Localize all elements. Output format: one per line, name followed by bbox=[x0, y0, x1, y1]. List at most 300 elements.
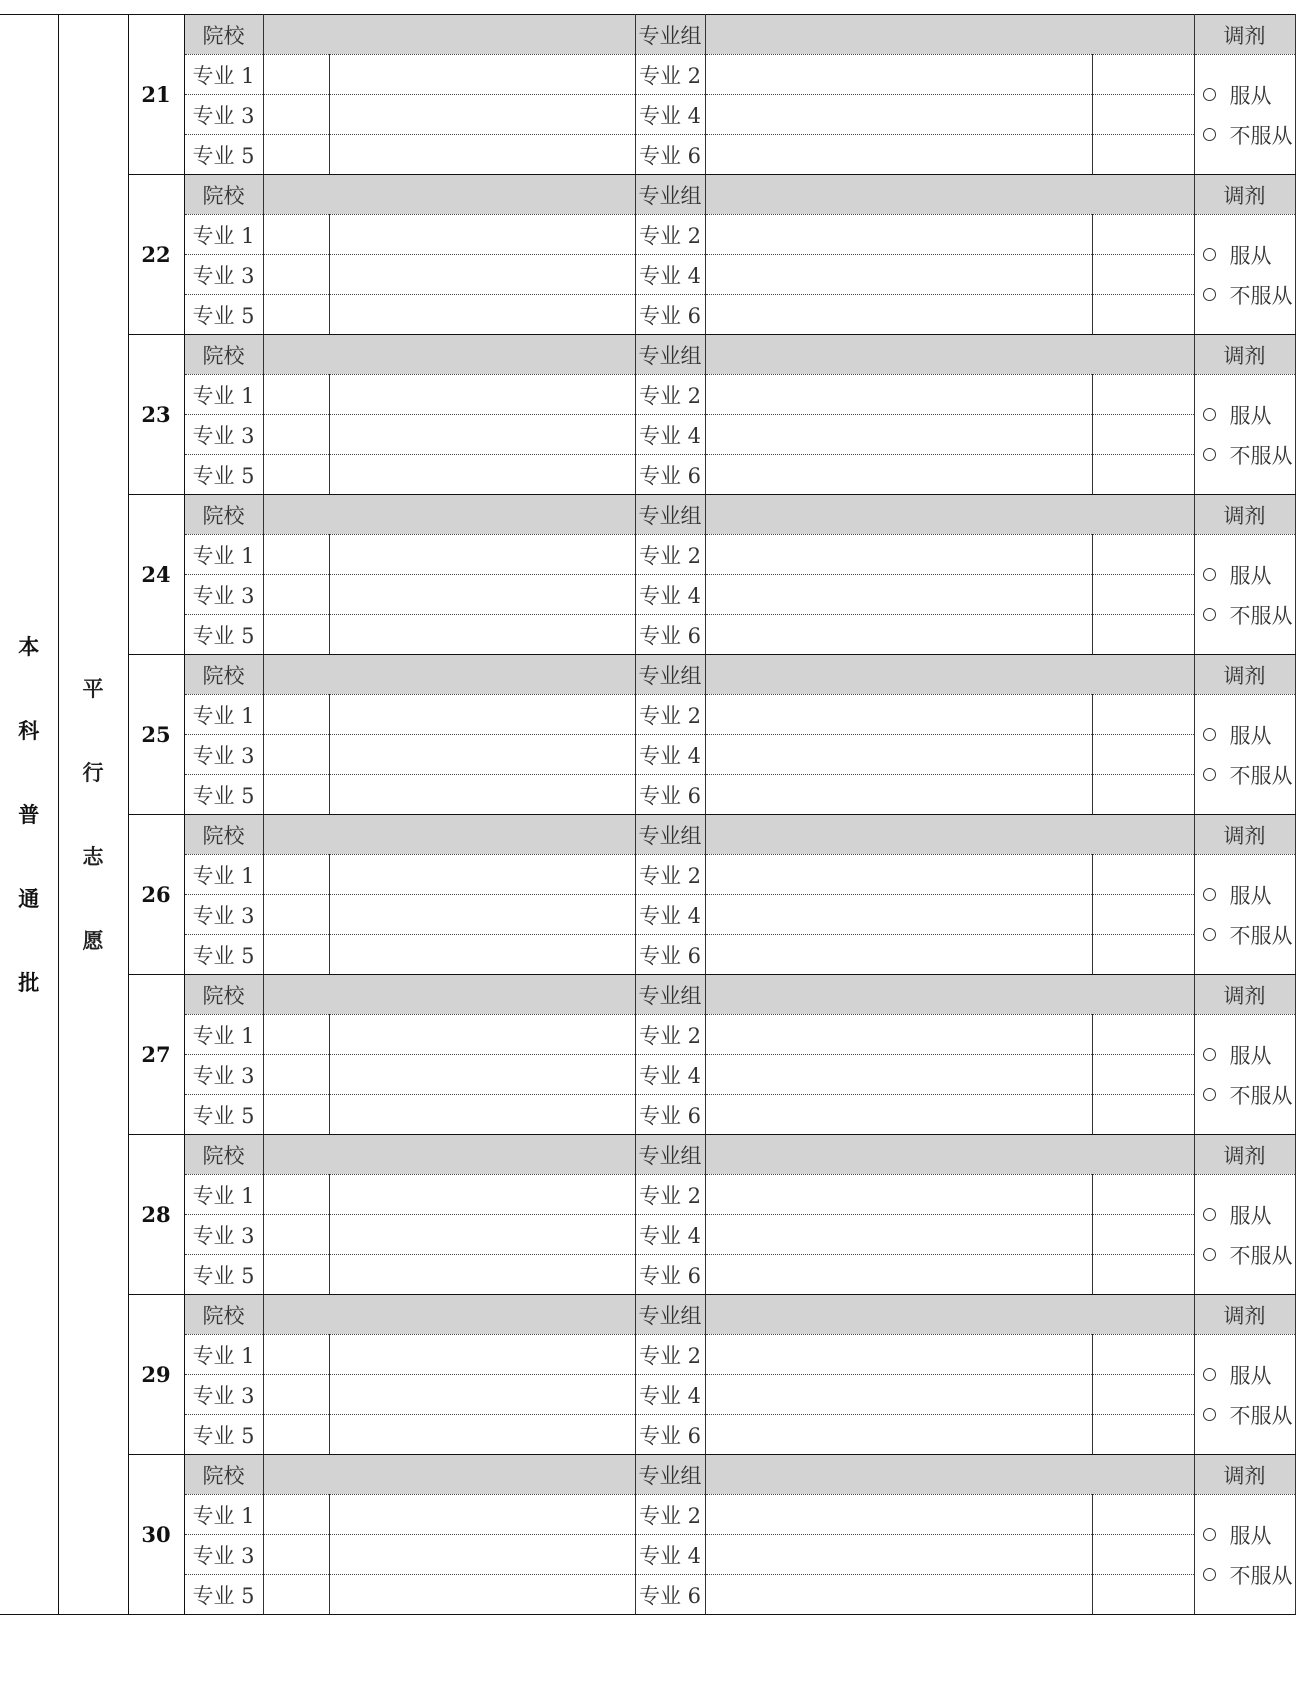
major-code-input[interactable] bbox=[705, 1575, 1092, 1615]
adjust-decline-option[interactable] bbox=[1203, 1075, 1295, 1115]
major-name-input[interactable] bbox=[1092, 95, 1194, 135]
major-label: 专业 3 bbox=[184, 255, 263, 295]
major-code-input[interactable] bbox=[263, 55, 329, 95]
major-code-input[interactable] bbox=[263, 735, 329, 775]
major-code-input[interactable] bbox=[263, 1415, 329, 1455]
major-name-input[interactable] bbox=[329, 1095, 635, 1135]
major-code-input[interactable] bbox=[263, 135, 329, 175]
radio-button[interactable] bbox=[1203, 728, 1216, 741]
group-label: 专业组 bbox=[635, 1455, 705, 1495]
major-code-input[interactable] bbox=[705, 95, 1092, 135]
adjust-option-label: 不服从 bbox=[1229, 1243, 1293, 1268]
radio-button[interactable] bbox=[1203, 1248, 1216, 1261]
adjust-option-label: 服从 bbox=[1229, 883, 1272, 908]
major-name-input[interactable] bbox=[329, 1375, 635, 1415]
major-label: 专业 5 bbox=[184, 295, 263, 335]
major-name-input[interactable] bbox=[1092, 415, 1194, 455]
major-label: 专业 4 bbox=[635, 415, 705, 455]
major-code-input[interactable] bbox=[263, 215, 329, 255]
major-label: 专业 1 bbox=[184, 1495, 263, 1535]
group-input[interactable] bbox=[705, 335, 1194, 375]
adjust-decline-option[interactable] bbox=[1203, 595, 1295, 635]
group-input[interactable] bbox=[705, 1295, 1194, 1335]
major-code-input[interactable] bbox=[705, 1335, 1092, 1375]
choice-number: 25 bbox=[128, 655, 184, 815]
major-label: 专业 4 bbox=[635, 1055, 705, 1095]
major-code-input[interactable] bbox=[705, 455, 1092, 495]
major-name-input[interactable] bbox=[1092, 1335, 1194, 1375]
major-label: 专业 4 bbox=[635, 1215, 705, 1255]
major-code-input[interactable] bbox=[263, 615, 329, 655]
group-input[interactable] bbox=[705, 495, 1194, 535]
adjust-option-label: 服从 bbox=[1229, 1363, 1272, 1388]
group-label: 专业组 bbox=[635, 1135, 705, 1175]
adjust-options bbox=[1194, 535, 1295, 655]
major-code-input[interactable] bbox=[263, 535, 329, 575]
major-name-input[interactable] bbox=[329, 775, 635, 815]
radio-button[interactable] bbox=[1203, 1368, 1216, 1381]
adjust-option-label: 不服从 bbox=[1229, 123, 1293, 148]
major-label: 专业 5 bbox=[184, 775, 263, 815]
group-label: 专业组 bbox=[635, 1295, 705, 1335]
group-label: 专业组 bbox=[635, 15, 705, 55]
adjust-decline-option[interactable] bbox=[1203, 755, 1295, 795]
radio-button[interactable] bbox=[1203, 1408, 1216, 1421]
major-label: 专业 1 bbox=[184, 1175, 263, 1215]
major-name-input[interactable] bbox=[329, 735, 635, 775]
radio-button[interactable] bbox=[1203, 408, 1216, 421]
adjust-option-label: 不服从 bbox=[1229, 1083, 1293, 1108]
group-input[interactable] bbox=[705, 1455, 1194, 1495]
major-name-input[interactable] bbox=[1092, 1015, 1194, 1055]
major-code-input[interactable] bbox=[263, 1255, 329, 1295]
major-label: 专业 5 bbox=[184, 1415, 263, 1455]
major-name-input[interactable] bbox=[329, 895, 635, 935]
major-name-input[interactable] bbox=[1092, 1575, 1194, 1615]
group-input[interactable] bbox=[705, 1135, 1194, 1175]
choice-number: 23 bbox=[128, 335, 184, 495]
adjust-option-label: 服从 bbox=[1229, 563, 1272, 588]
major-code-input[interactable] bbox=[705, 1495, 1092, 1535]
major-name-input[interactable] bbox=[329, 1535, 635, 1575]
major-label: 专业 6 bbox=[635, 1095, 705, 1135]
group-label: 专业组 bbox=[635, 175, 705, 215]
major-name-input[interactable] bbox=[329, 455, 635, 495]
major-code-input[interactable] bbox=[705, 1535, 1092, 1575]
major-name-input[interactable] bbox=[329, 1495, 635, 1535]
major-name-input[interactable] bbox=[1092, 855, 1194, 895]
adjust-options bbox=[1194, 1335, 1295, 1455]
school-input[interactable] bbox=[263, 1295, 635, 1335]
major-code-input[interactable] bbox=[705, 935, 1092, 975]
major-name-input[interactable] bbox=[329, 695, 635, 735]
major-name-input[interactable] bbox=[1092, 895, 1194, 935]
major-name-input[interactable] bbox=[1092, 375, 1194, 415]
major-code-input[interactable] bbox=[263, 1215, 329, 1255]
major-code-input[interactable] bbox=[263, 1575, 329, 1615]
school-input[interactable] bbox=[263, 15, 635, 55]
radio-button[interactable] bbox=[1203, 888, 1216, 901]
group-label: 专业组 bbox=[635, 815, 705, 855]
adjust-label: 调剂 bbox=[1194, 335, 1295, 375]
group-input[interactable] bbox=[705, 655, 1194, 695]
major-label: 专业 6 bbox=[635, 455, 705, 495]
major-name-input[interactable] bbox=[329, 615, 635, 655]
radio-button[interactable] bbox=[1203, 928, 1216, 941]
major-code-input[interactable] bbox=[263, 895, 329, 935]
adjust-option-label: 服从 bbox=[1229, 1043, 1272, 1068]
radio-button[interactable] bbox=[1203, 248, 1216, 261]
adjust-accept-option[interactable] bbox=[1203, 1035, 1295, 1075]
school-label: 院校 bbox=[184, 1295, 263, 1335]
major-name-input[interactable] bbox=[329, 375, 635, 415]
adjust-accept-option[interactable] bbox=[1203, 395, 1295, 435]
major-name-input[interactable] bbox=[329, 1215, 635, 1255]
major-label: 专业 5 bbox=[184, 455, 263, 495]
adjust-option-label: 服从 bbox=[1229, 1523, 1272, 1548]
major-code-input[interactable] bbox=[263, 375, 329, 415]
major-code-input[interactable] bbox=[263, 1535, 329, 1575]
adjust-label: 调剂 bbox=[1194, 1455, 1295, 1495]
major-code-input[interactable] bbox=[263, 455, 329, 495]
adjust-label: 调剂 bbox=[1194, 815, 1295, 855]
major-label: 专业 1 bbox=[184, 1015, 263, 1055]
major-name-input[interactable] bbox=[1092, 1175, 1194, 1215]
adjust-options bbox=[1194, 1015, 1295, 1135]
major-code-input[interactable] bbox=[705, 55, 1092, 95]
major-label: 专业 5 bbox=[184, 135, 263, 175]
major-code-input[interactable] bbox=[705, 615, 1092, 655]
school-input[interactable] bbox=[263, 175, 635, 215]
major-name-input[interactable] bbox=[329, 415, 635, 455]
major-name-input[interactable] bbox=[1092, 55, 1194, 95]
major-label: 专业 1 bbox=[184, 695, 263, 735]
major-code-input[interactable] bbox=[705, 1215, 1092, 1255]
radio-button[interactable] bbox=[1203, 448, 1216, 461]
major-name-input[interactable] bbox=[1092, 1095, 1194, 1135]
major-label: 专业 1 bbox=[184, 855, 263, 895]
radio-button[interactable] bbox=[1203, 88, 1216, 101]
school-input[interactable] bbox=[263, 1135, 635, 1175]
adjust-label: 调剂 bbox=[1194, 1135, 1295, 1175]
major-name-input[interactable] bbox=[1092, 135, 1194, 175]
major-label: 专业 5 bbox=[184, 1255, 263, 1295]
major-label: 专业 2 bbox=[635, 215, 705, 255]
major-code-input[interactable] bbox=[263, 415, 329, 455]
major-code-input[interactable] bbox=[705, 1175, 1092, 1215]
major-label: 专业 4 bbox=[635, 895, 705, 935]
major-name-input[interactable] bbox=[329, 1175, 635, 1215]
major-label: 专业 5 bbox=[184, 935, 263, 975]
major-name-input[interactable] bbox=[1092, 455, 1194, 495]
school-label: 院校 bbox=[184, 495, 263, 535]
major-label: 专业 2 bbox=[635, 1335, 705, 1375]
adjust-label: 调剂 bbox=[1194, 1295, 1295, 1335]
radio-button[interactable] bbox=[1203, 1568, 1216, 1581]
adjust-decline-option[interactable] bbox=[1203, 1555, 1295, 1595]
group-input[interactable] bbox=[705, 975, 1194, 1015]
major-name-input[interactable] bbox=[329, 1055, 635, 1095]
major-label: 专业 3 bbox=[184, 1375, 263, 1415]
batch-label: 本 科 普 通 批 bbox=[0, 15, 58, 1615]
adjust-accept-option[interactable] bbox=[1203, 555, 1295, 595]
major-name-input[interactable] bbox=[1092, 575, 1194, 615]
major-code-input[interactable] bbox=[705, 255, 1092, 295]
adjust-options bbox=[1194, 1495, 1295, 1615]
adjust-accept-option[interactable] bbox=[1203, 1355, 1295, 1395]
adjust-accept-option[interactable] bbox=[1203, 235, 1295, 275]
major-name-input[interactable] bbox=[329, 215, 635, 255]
adjust-option-label: 不服从 bbox=[1229, 283, 1293, 308]
adjust-decline-option[interactable] bbox=[1203, 435, 1295, 475]
major-name-input[interactable] bbox=[329, 95, 635, 135]
school-label: 院校 bbox=[184, 1135, 263, 1175]
major-code-input[interactable] bbox=[705, 135, 1092, 175]
adjust-options bbox=[1194, 215, 1295, 335]
major-label: 专业 4 bbox=[635, 95, 705, 135]
major-name-input[interactable] bbox=[329, 855, 635, 895]
major-label: 专业 4 bbox=[635, 1375, 705, 1415]
adjust-option-label: 不服从 bbox=[1229, 1563, 1293, 1588]
adjust-option-label: 不服从 bbox=[1229, 1403, 1293, 1428]
major-label: 专业 6 bbox=[635, 1575, 705, 1615]
major-code-input[interactable] bbox=[705, 375, 1092, 415]
school-input[interactable] bbox=[263, 815, 635, 855]
major-name-input[interactable] bbox=[329, 935, 635, 975]
major-code-input[interactable] bbox=[263, 1375, 329, 1415]
major-name-input[interactable] bbox=[329, 1015, 635, 1055]
major-name-input[interactable] bbox=[329, 295, 635, 335]
adjust-option-label: 服从 bbox=[1229, 83, 1272, 108]
major-name-input[interactable] bbox=[1092, 1375, 1194, 1415]
group-input[interactable] bbox=[705, 15, 1194, 55]
major-label: 专业 2 bbox=[635, 1175, 705, 1215]
type-label: 平 行 志 愿 bbox=[58, 15, 128, 1615]
major-label: 专业 5 bbox=[184, 1575, 263, 1615]
major-label: 专业 1 bbox=[184, 535, 263, 575]
group-label: 专业组 bbox=[635, 655, 705, 695]
major-label: 专业 2 bbox=[635, 55, 705, 95]
adjust-options bbox=[1194, 375, 1295, 495]
radio-button[interactable] bbox=[1203, 1048, 1216, 1061]
major-code-input[interactable] bbox=[263, 1495, 329, 1535]
major-label: 专业 5 bbox=[184, 1095, 263, 1135]
major-code-input[interactable] bbox=[705, 1015, 1092, 1055]
group-label: 专业组 bbox=[635, 495, 705, 535]
major-code-input[interactable] bbox=[263, 575, 329, 615]
major-label: 专业 2 bbox=[635, 375, 705, 415]
major-label: 专业 1 bbox=[184, 375, 263, 415]
major-name-input[interactable] bbox=[329, 55, 635, 95]
radio-button[interactable] bbox=[1203, 768, 1216, 781]
group-label: 专业组 bbox=[635, 335, 705, 375]
adjust-option-label: 不服从 bbox=[1229, 443, 1293, 468]
major-name-input[interactable] bbox=[329, 1335, 635, 1375]
adjust-option-label: 不服从 bbox=[1229, 763, 1293, 788]
adjust-label: 调剂 bbox=[1194, 975, 1295, 1015]
adjust-decline-option[interactable] bbox=[1203, 1235, 1295, 1275]
radio-button[interactable] bbox=[1203, 608, 1216, 621]
major-code-input[interactable] bbox=[263, 1055, 329, 1095]
choice-number: 29 bbox=[128, 1295, 184, 1455]
adjust-label: 调剂 bbox=[1194, 15, 1295, 55]
school-label: 院校 bbox=[184, 335, 263, 375]
major-name-input[interactable] bbox=[329, 1575, 635, 1615]
major-label: 专业 3 bbox=[184, 415, 263, 455]
major-label: 专业 4 bbox=[635, 255, 705, 295]
major-code-input[interactable] bbox=[705, 1255, 1092, 1295]
adjust-decline-option[interactable] bbox=[1203, 915, 1295, 955]
major-label: 专业 2 bbox=[635, 1015, 705, 1055]
radio-button[interactable] bbox=[1203, 128, 1216, 141]
adjust-accept-option[interactable] bbox=[1203, 75, 1295, 115]
adjust-accept-option[interactable] bbox=[1203, 1195, 1295, 1235]
choice-number: 24 bbox=[128, 495, 184, 655]
major-label: 专业 3 bbox=[184, 1535, 263, 1575]
major-name-input[interactable] bbox=[1092, 1055, 1194, 1095]
radio-button[interactable] bbox=[1203, 568, 1216, 581]
school-label: 院校 bbox=[184, 975, 263, 1015]
major-label: 专业 3 bbox=[184, 895, 263, 935]
major-name-input[interactable] bbox=[1092, 215, 1194, 255]
radio-button[interactable] bbox=[1203, 1208, 1216, 1221]
choice-number: 22 bbox=[128, 175, 184, 335]
major-label: 专业 2 bbox=[635, 695, 705, 735]
major-name-input[interactable] bbox=[1092, 695, 1194, 735]
major-code-input[interactable] bbox=[705, 535, 1092, 575]
major-label: 专业 2 bbox=[635, 1495, 705, 1535]
adjust-accept-option[interactable] bbox=[1203, 715, 1295, 755]
radio-button[interactable] bbox=[1203, 1088, 1216, 1101]
major-code-input[interactable] bbox=[705, 575, 1092, 615]
school-label: 院校 bbox=[184, 655, 263, 695]
major-code-input[interactable] bbox=[263, 695, 329, 735]
major-label: 专业 1 bbox=[184, 215, 263, 255]
adjust-label: 调剂 bbox=[1194, 495, 1295, 535]
major-name-input[interactable] bbox=[329, 135, 635, 175]
group-input[interactable] bbox=[705, 815, 1194, 855]
major-code-input[interactable] bbox=[705, 855, 1092, 895]
major-code-input[interactable] bbox=[705, 775, 1092, 815]
major-code-input[interactable] bbox=[263, 295, 329, 335]
major-label: 专业 5 bbox=[184, 615, 263, 655]
major-name-input[interactable] bbox=[329, 1415, 635, 1455]
adjust-accept-option[interactable] bbox=[1203, 1515, 1295, 1555]
major-code-input[interactable] bbox=[705, 215, 1092, 255]
adjust-decline-option[interactable] bbox=[1203, 1395, 1295, 1435]
major-label: 专业 4 bbox=[635, 735, 705, 775]
major-code-input[interactable] bbox=[705, 1375, 1092, 1415]
major-name-input[interactable] bbox=[1092, 295, 1194, 335]
adjust-option-label: 服从 bbox=[1229, 243, 1272, 268]
major-name-input[interactable] bbox=[1092, 775, 1194, 815]
major-label: 专业 6 bbox=[635, 935, 705, 975]
school-input[interactable] bbox=[263, 335, 635, 375]
major-label: 专业 6 bbox=[635, 1255, 705, 1295]
adjust-accept-option[interactable] bbox=[1203, 875, 1295, 915]
major-name-input[interactable] bbox=[329, 575, 635, 615]
major-name-input[interactable] bbox=[1092, 1415, 1194, 1455]
major-name-input[interactable] bbox=[1092, 255, 1194, 295]
adjust-options bbox=[1194, 855, 1295, 975]
radio-button[interactable] bbox=[1203, 1528, 1216, 1541]
major-code-input[interactable] bbox=[705, 1095, 1092, 1135]
major-code-input[interactable] bbox=[263, 255, 329, 295]
major-name-input[interactable] bbox=[1092, 615, 1194, 655]
adjust-option-label: 服从 bbox=[1229, 1203, 1272, 1228]
major-code-input[interactable] bbox=[263, 1175, 329, 1215]
major-label: 专业 4 bbox=[635, 1535, 705, 1575]
major-code-input[interactable] bbox=[263, 935, 329, 975]
major-code-input[interactable] bbox=[263, 95, 329, 135]
major-name-input[interactable] bbox=[1092, 1215, 1194, 1255]
school-label: 院校 bbox=[184, 15, 263, 55]
major-code-input[interactable] bbox=[705, 295, 1092, 335]
major-code-input[interactable] bbox=[705, 895, 1092, 935]
group-input[interactable] bbox=[705, 175, 1194, 215]
choice-number: 27 bbox=[128, 975, 184, 1135]
school-label: 院校 bbox=[184, 1455, 263, 1495]
school-input[interactable] bbox=[263, 495, 635, 535]
adjust-option-label: 服从 bbox=[1229, 403, 1272, 428]
major-label: 专业 1 bbox=[184, 1335, 263, 1375]
major-code-input[interactable] bbox=[705, 415, 1092, 455]
choice-number: 30 bbox=[128, 1455, 184, 1615]
major-name-input[interactable] bbox=[1092, 1495, 1194, 1535]
major-name-input[interactable] bbox=[329, 535, 635, 575]
major-name-input[interactable] bbox=[329, 255, 635, 295]
major-name-input[interactable] bbox=[1092, 735, 1194, 775]
major-code-input[interactable] bbox=[263, 775, 329, 815]
adjust-option-label: 不服从 bbox=[1229, 603, 1293, 628]
major-name-input[interactable] bbox=[1092, 1255, 1194, 1295]
adjust-label: 调剂 bbox=[1194, 655, 1295, 695]
school-input[interactable] bbox=[263, 975, 635, 1015]
major-name-input[interactable] bbox=[1092, 935, 1194, 975]
radio-button[interactable] bbox=[1203, 288, 1216, 301]
major-code-input[interactable] bbox=[263, 1335, 329, 1375]
major-label: 专业 4 bbox=[635, 575, 705, 615]
adjust-decline-option[interactable] bbox=[1203, 275, 1295, 315]
major-label: 专业 3 bbox=[184, 1215, 263, 1255]
adjust-options bbox=[1194, 695, 1295, 815]
major-name-input[interactable] bbox=[1092, 1535, 1194, 1575]
adjust-option-label: 不服从 bbox=[1229, 923, 1293, 948]
major-code-input[interactable] bbox=[705, 1415, 1092, 1455]
major-code-input[interactable] bbox=[705, 695, 1092, 735]
major-code-input[interactable] bbox=[705, 1055, 1092, 1095]
major-code-input[interactable] bbox=[263, 1015, 329, 1055]
major-label: 专业 6 bbox=[635, 615, 705, 655]
school-input[interactable] bbox=[263, 655, 635, 695]
choice-number: 28 bbox=[128, 1135, 184, 1295]
major-label: 专业 2 bbox=[635, 535, 705, 575]
major-label: 专业 3 bbox=[184, 95, 263, 135]
adjust-decline-option[interactable] bbox=[1203, 115, 1295, 155]
major-name-input[interactable] bbox=[329, 1255, 635, 1295]
major-name-input[interactable] bbox=[1092, 535, 1194, 575]
adjust-options bbox=[1194, 55, 1295, 175]
group-label: 专业组 bbox=[635, 975, 705, 1015]
major-code-input[interactable] bbox=[263, 1095, 329, 1135]
school-input[interactable] bbox=[263, 1455, 635, 1495]
major-code-input[interactable] bbox=[705, 735, 1092, 775]
major-label: 专业 6 bbox=[635, 775, 705, 815]
major-label: 专业 1 bbox=[184, 55, 263, 95]
major-label: 专业 6 bbox=[635, 1415, 705, 1455]
major-label: 专业 3 bbox=[184, 735, 263, 775]
major-code-input[interactable] bbox=[263, 855, 329, 895]
